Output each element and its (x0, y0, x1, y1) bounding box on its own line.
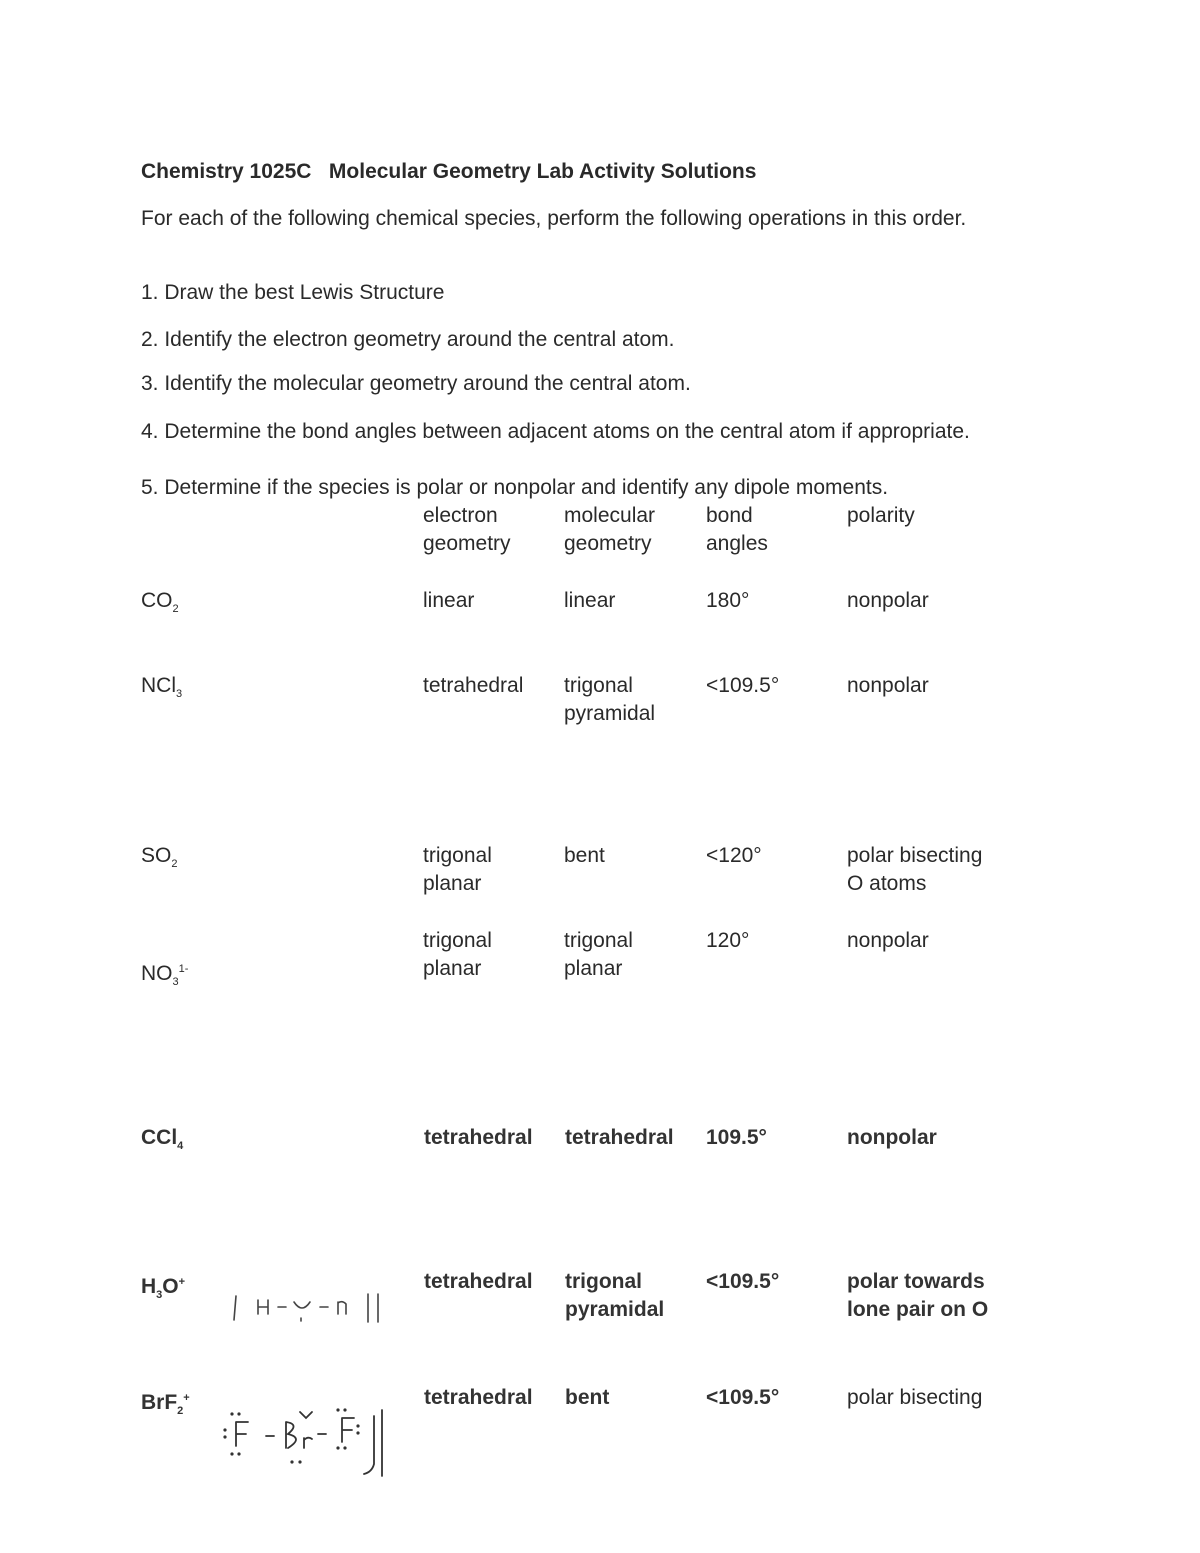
page-title: Chemistry 1025C Molecular Geometry Lab Activity Solutions (141, 160, 757, 183)
bond-angle: <109.5° (706, 1386, 780, 1409)
polarity: polar bisecting O atoms (847, 844, 983, 895)
electron-geometry: linear (423, 589, 475, 612)
polarity: nonpolar (847, 674, 929, 697)
bond-angle: 180° (706, 589, 750, 612)
step-4: 4. Determine the bond angles between adjacent atoms on the central atom if appropriate. (141, 420, 970, 443)
polarity: polar towards lone pair on O (847, 1270, 989, 1321)
brf2-lewis-sketch (222, 1404, 402, 1484)
species-no3: $NO_3^{1-}$ (141, 962, 189, 989)
electron-geometry: tetrahedral (424, 1270, 533, 1293)
electron-geometry: tetrahedral (423, 674, 524, 697)
species-h3o: $H_3O^+$ (141, 1275, 186, 1302)
species-ncl3: NCl$_3$ (141, 674, 183, 701)
electron-geometry: tetrahedral (424, 1386, 533, 1409)
step-1: 1. Draw the best Lewis Structure (141, 281, 445, 304)
bond-angle: <109.5° (706, 674, 780, 697)
step-3: 3. Identify the molecular geometry around the central atom. (141, 372, 691, 395)
header-molecular-geometry: molecular geometry (564, 504, 656, 555)
species-ccl4: CCl$_4$ (141, 1126, 184, 1153)
molecular-geometry: tetrahedral (565, 1126, 674, 1149)
bond-angle: <120° (706, 844, 762, 867)
bond-angle: <109.5° (706, 1270, 780, 1293)
molecular-geometry: trigonal pyramidal (565, 1270, 665, 1321)
step-2: 2. Identify the electron geometry around the central atom. (141, 328, 675, 351)
polarity: nonpolar (847, 1126, 937, 1149)
species-brf2: BrF$_2$+ (141, 1391, 190, 1418)
molecular-geometry: bent (564, 844, 605, 867)
electron-geometry: tetrahedral (424, 1126, 533, 1149)
intro-text: For each of the following chemical species, perform the following operations in this order. (141, 207, 967, 230)
polarity: nonpolar (847, 929, 929, 952)
polarity: nonpolar (847, 589, 929, 612)
molecular-geometry: trigonal planar (564, 929, 633, 980)
polarity: polar bisecting (847, 1386, 983, 1409)
species-co2: $CO_2$ (141, 589, 179, 616)
molecular-geometry: bent (565, 1386, 610, 1409)
bond-angle: 120° (706, 929, 750, 952)
h3o-lewis-sketch (228, 1288, 388, 1328)
electron-geometry: trigonal planar (423, 929, 492, 980)
header-polarity: polarity (847, 504, 915, 527)
molecular-geometry: linear (564, 589, 616, 612)
step-5: 5. Determine if the species is polar or nonpolar and identify any dipole moments. (141, 476, 889, 499)
species-so2: $SO_2$ (141, 844, 178, 871)
molecular-geometry: trigonal pyramidal (564, 674, 656, 725)
header-bond-angles: bond angles (706, 504, 768, 555)
electron-geometry: trigonal planar (423, 844, 492, 895)
header-electron-geometry: electron geometry (423, 504, 511, 555)
bond-angle: 109.5° (706, 1126, 767, 1149)
